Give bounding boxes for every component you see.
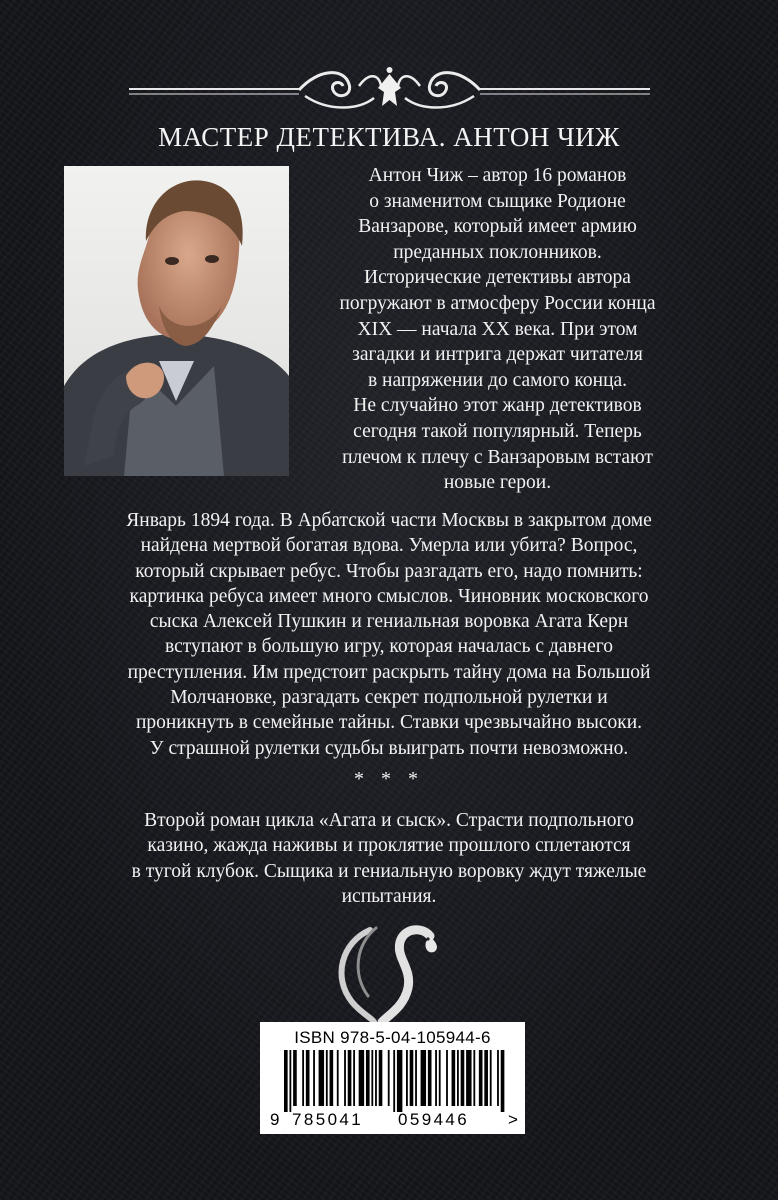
author-photo-illustration xyxy=(64,166,289,476)
series-note-line: в тугой клубок. Сыщика и гениальную воровку ждут тяжелые xyxy=(131,860,647,882)
book-synopsis xyxy=(40,508,738,761)
barcode-digit-group-left: 785041 xyxy=(292,1110,364,1129)
synopsis-line: Молчановке, разгадать секрет подпольной рулетки и xyxy=(170,687,608,709)
series-note-line: испытания. xyxy=(341,885,437,907)
barcode-bar xyxy=(353,1050,355,1106)
barcode-bar xyxy=(348,1050,352,1106)
barcode-bar xyxy=(490,1050,492,1106)
barcode-bar xyxy=(439,1050,441,1106)
series-title: МАСТЕР ДЕТЕКТИВА. АНТОН ЧИЖ xyxy=(158,122,620,152)
barcode-bar xyxy=(337,1050,339,1106)
barcode-bar xyxy=(379,1050,383,1106)
bio-line: плечом к плечу с Ванзаровым встают xyxy=(342,446,653,468)
barcode-bar xyxy=(359,1050,364,1106)
bio-line: новые герои. xyxy=(443,472,552,494)
series-note-line: Второй роман цикла «Агата и сыск». Страсти подпольного xyxy=(144,810,634,831)
barcode-bar xyxy=(326,1050,328,1106)
isbn-barcode xyxy=(260,1022,525,1134)
author-portrait xyxy=(64,166,289,476)
barcode-digit-group-right: 059446 xyxy=(398,1110,470,1129)
ornament-divider-icon xyxy=(129,62,650,116)
snake-logo-icon xyxy=(312,922,452,1022)
section-separator: * * * xyxy=(354,768,424,790)
author-bio xyxy=(300,163,695,496)
barcode-bar xyxy=(397,1050,402,1112)
barcode-bar xyxy=(457,1050,459,1106)
isbn-number: ISBN 978-5-04-105944-6 xyxy=(294,1028,491,1047)
barcode-bar xyxy=(501,1050,505,1112)
barcode-bar xyxy=(289,1050,291,1112)
synopsis-line: найдена мертвой богатая вдова. Умерла или убита? Вопрос, xyxy=(140,535,638,557)
barcode-bar xyxy=(484,1050,488,1106)
barcode-bar xyxy=(466,1050,471,1106)
barcode-bar xyxy=(313,1050,315,1106)
barcode-bar xyxy=(371,1050,373,1106)
barcode-bar xyxy=(293,1050,297,1106)
synopsis-line: картинка ребуса имеет много смыслов. Чиновник московского xyxy=(129,585,649,607)
bio-line: о знаменитом сыщике Родионе xyxy=(369,190,626,212)
bio-line: преданных поклонников. xyxy=(393,241,602,263)
barcode-bar xyxy=(452,1050,456,1106)
barcode-bar xyxy=(410,1050,414,1106)
synopsis-line: У страшной рулетки судьбы выиграть почти невозможно. xyxy=(149,737,629,759)
synopsis-line: преступления. Им предстоит раскрыть тайну дома на Большой xyxy=(127,661,651,683)
barcode-bar xyxy=(330,1050,334,1106)
synopsis-line: вступают в большую игру, которая началась с давнего xyxy=(164,636,614,658)
bio-line: погружают в атмосферу России конца xyxy=(339,292,656,314)
barcode-bar xyxy=(375,1050,377,1106)
synopsis-line: который скрывает ребус. Чтобы разгадать его, надо помнить: xyxy=(135,560,643,582)
bio-line: XIX — начала XX века. При этом xyxy=(357,318,638,340)
bio-line: Ванзарове, который имеет армию xyxy=(358,216,637,238)
bio-line: в напряжении до самого конца. xyxy=(367,369,628,391)
barcode-bar xyxy=(366,1050,370,1106)
synopsis-line: сыска Алексей Пушкин и гениальная воровка Агата Керн xyxy=(149,611,629,633)
barcode-bar xyxy=(461,1050,465,1106)
barcode-bar xyxy=(406,1050,408,1106)
bio-line: Исторические детективы автора xyxy=(364,267,631,289)
barcode-bar xyxy=(284,1050,288,1112)
series-note-line: казино, жажда наживы и проклятие прошлого сплетаются xyxy=(147,835,631,857)
synopsis-line: Январь 1894 года. В Арбатской части Москвы в закрытом доме xyxy=(126,510,652,531)
barcode-bar xyxy=(473,1050,475,1106)
bio-line: сегодня такой популярный. Теперь xyxy=(353,420,642,442)
bio-line: Антон Чиж – автор 16 романов xyxy=(368,165,627,186)
barcode-quiet-zone-mark: > xyxy=(508,1110,518,1129)
barcode-bar xyxy=(446,1050,448,1106)
barcode-bar xyxy=(393,1050,395,1112)
series-note xyxy=(50,808,728,909)
barcode-bar xyxy=(344,1050,346,1106)
barcode-bar xyxy=(415,1050,417,1106)
barcode-bars xyxy=(284,1050,508,1112)
barcode-bar xyxy=(306,1050,310,1106)
barcode-bar xyxy=(435,1050,437,1106)
barcode-bar xyxy=(302,1050,304,1106)
bio-line: Не случайно этот жанр детективов xyxy=(353,395,642,417)
barcode-bar xyxy=(421,1050,426,1106)
barcode-digit-first: 9 xyxy=(270,1110,280,1129)
barcode-bar xyxy=(497,1050,499,1106)
bio-line: загадки и интрига держат читателя xyxy=(352,344,643,366)
barcode-bar xyxy=(479,1050,483,1106)
synopsis-line: проникнуть в семейные тайны. Ставки чрезвычайно высоки. xyxy=(135,712,643,734)
barcode-bar xyxy=(319,1050,324,1106)
barcode-bar xyxy=(388,1050,390,1106)
barcode-bar xyxy=(428,1050,432,1106)
